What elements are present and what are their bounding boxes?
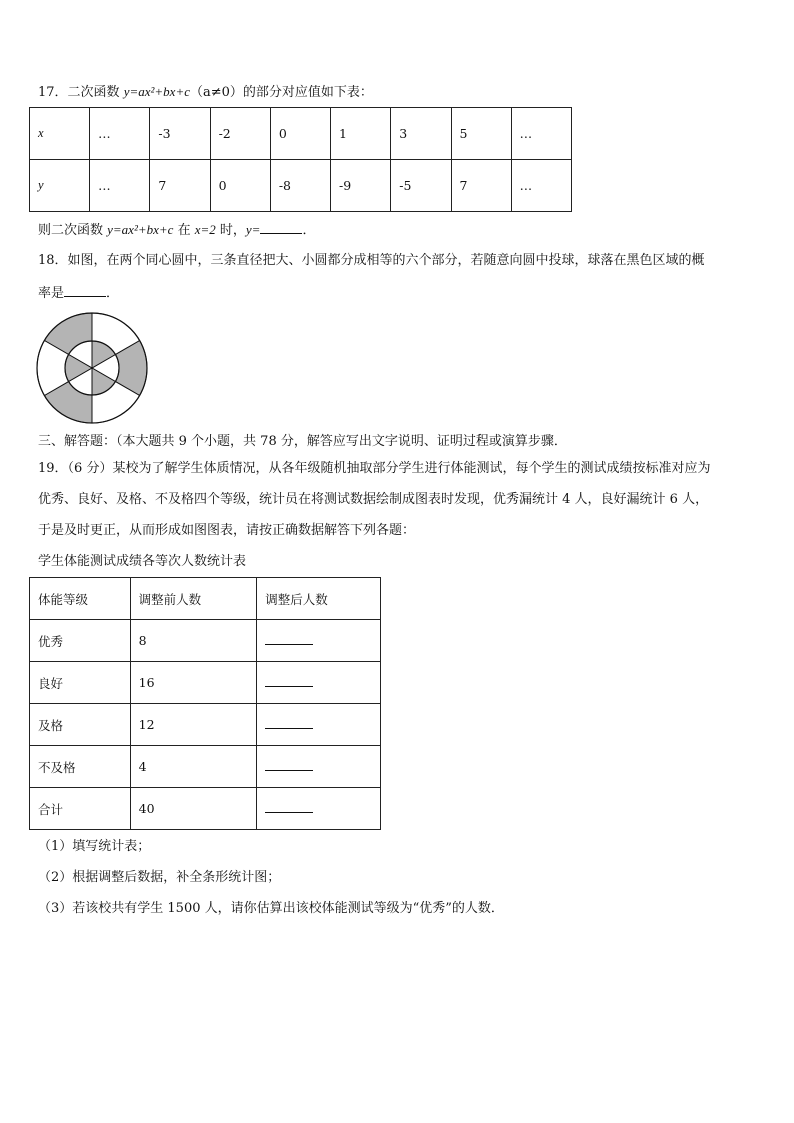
table-cell: 5 — [451, 108, 511, 160]
q18-line2-prefix: 率是 — [38, 286, 65, 301]
table-cell: 4 — [130, 746, 257, 788]
q19-sub1: （1）填写统计表； — [38, 839, 151, 854]
table-cell: 8 — [130, 620, 257, 662]
q17-follow-y: y= — [245, 222, 261, 237]
table-row — [30, 160, 572, 212]
table-cell: 16 — [130, 662, 257, 704]
table-cell: 优秀 — [30, 620, 131, 662]
q17-question — [38, 83, 373, 102]
table-cell: 及格 — [30, 704, 131, 746]
table-header: 体能等级 — [30, 578, 131, 620]
table-cell — [257, 746, 381, 788]
q18-line2 — [38, 284, 119, 303]
table-cell: -9 — [331, 160, 391, 212]
q17-follow-mid2: 时， — [215, 223, 246, 238]
table-cell: 1 — [331, 108, 391, 160]
q17-condition: （a≠0）的部分对应值如下表： — [189, 85, 373, 100]
table-row — [30, 620, 381, 662]
table-cell: 不及格 — [30, 746, 131, 788]
concentric-circles-figure — [36, 312, 148, 424]
q19-sub3: （3）若该校共有学生 1500 人，请你估算出该校体能测试等级为“优秀”的人数． — [38, 901, 504, 916]
table-cell: -3 — [150, 108, 210, 160]
answer-blank[interactable] — [265, 802, 313, 813]
table-row — [30, 704, 381, 746]
answer-blank[interactable] — [64, 284, 106, 297]
q19-table-title: 学生体能测试成绩各等次人数统计表 — [38, 554, 247, 569]
table-cell: 3 — [391, 108, 451, 160]
q17-follow-end: ． — [302, 223, 316, 238]
table-header: 调整前人数 — [130, 578, 257, 620]
q17-follow-x: x=2 — [194, 222, 216, 237]
table-cell: … — [511, 160, 571, 212]
q19-sub2: （2）根据调整后数据，补全条形统计图； — [38, 870, 281, 885]
table-cell: 12 — [130, 704, 257, 746]
table-row — [30, 788, 381, 830]
table-cell: 7 — [451, 160, 511, 212]
q19-stats-table — [29, 577, 381, 830]
table-cell — [257, 704, 381, 746]
q17-formula: y=ax²+bx+c — [123, 84, 190, 99]
answer-blank[interactable] — [265, 634, 313, 645]
table-cell — [257, 620, 381, 662]
table-cell: 7 — [150, 160, 210, 212]
table-cell: 0 — [210, 160, 270, 212]
answer-blank[interactable] — [260, 221, 302, 234]
table-cell — [257, 788, 381, 830]
answer-blank[interactable] — [265, 676, 313, 687]
q19-line1: 19．（6 分）某校为了解学生体质情况，从各年级随机抽取部分学生进行体能测试，每个学生的测试成绩按标准对应为 — [38, 461, 711, 476]
table-cell: -5 — [391, 160, 451, 212]
table-cell: … — [90, 160, 150, 212]
q19-line3: 于是及时更正，从而形成如图图表，请按正确数据解答下列各题： — [38, 523, 416, 538]
table-cell: x — [30, 108, 90, 160]
table-cell: -2 — [210, 108, 270, 160]
table-cell: … — [90, 108, 150, 160]
table-row — [30, 108, 572, 160]
table-cell — [257, 662, 381, 704]
table-row — [30, 578, 381, 620]
answer-blank[interactable] — [265, 718, 313, 729]
table-row — [30, 662, 381, 704]
table-cell: y — [30, 160, 90, 212]
table-header: 调整后人数 — [257, 578, 381, 620]
table-cell: 0 — [270, 108, 330, 160]
table-cell: -8 — [270, 160, 330, 212]
q18-line1: 18．如图，在两个同心圆中，三条直径把大、小圆都分成相等的六个部分，若随意向圆中投球，球落在黑色区域的概 — [38, 253, 705, 268]
answer-blank[interactable] — [265, 760, 313, 771]
table-row — [30, 746, 381, 788]
table-cell: 良好 — [30, 662, 131, 704]
section-heading: 三、解答题：（本大题共 9 个小题，共 78 分，解答应写出文字说明、证明过程或演算步骤． — [38, 434, 567, 449]
table-cell: 40 — [130, 788, 257, 830]
q18-line2-end: ． — [106, 286, 120, 301]
q17-follow-mid: 在 — [173, 223, 195, 238]
q17-follow-prefix: 则二次函数 — [38, 223, 108, 238]
q17-follow-up — [38, 221, 315, 240]
q17-value-table — [29, 107, 572, 212]
q19-line2: 优秀、良好、及格、不及格四个等级，统计员在将测试数据绘制成图表时发现，优秀漏统计 4 人，良好漏统计 6 人， — [38, 492, 709, 507]
q17-prefix: 17．二次函数 — [38, 85, 124, 100]
table-cell: 合计 — [30, 788, 131, 830]
table-cell: … — [511, 108, 571, 160]
q17-follow-formula: y=ax²+bx+c — [107, 222, 174, 237]
